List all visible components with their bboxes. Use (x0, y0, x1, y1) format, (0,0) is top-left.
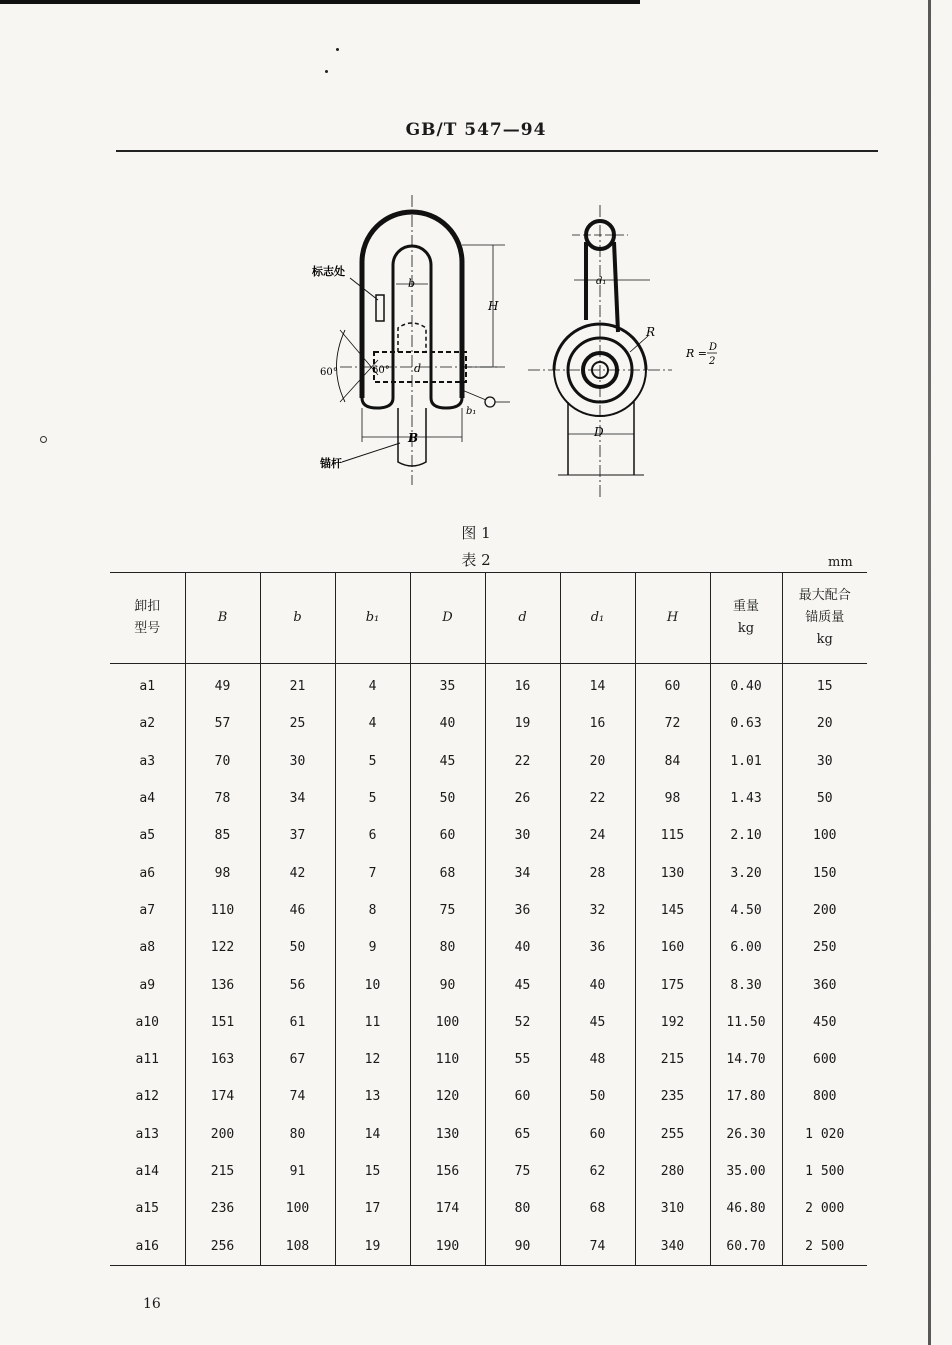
cell-d: 65 (485, 1116, 560, 1153)
cell-H: 72 (635, 705, 710, 742)
cell-H: 235 (635, 1078, 710, 1115)
col-b1: b₁ (335, 573, 410, 664)
table-row (110, 1153, 867, 1190)
cell-d1: 60 (560, 1116, 635, 1153)
scan-speck (336, 48, 339, 51)
pin-end-circle (485, 397, 495, 407)
cell-B: 78 (185, 780, 260, 817)
cell-b: 56 (260, 966, 335, 1003)
cell-D: 80 (410, 929, 485, 966)
cell-d: 45 (485, 966, 560, 1003)
cell-weight: 1.01 (710, 743, 782, 780)
cell-b1: 4 (335, 664, 410, 706)
cell-b: 74 (260, 1078, 335, 1115)
table-row (110, 1190, 867, 1227)
cell-H: 215 (635, 1041, 710, 1078)
shackle-drawing (300, 180, 740, 510)
cell-d1: 24 (560, 817, 635, 854)
cell-weight: 1.43 (710, 780, 782, 817)
header-rule (116, 150, 878, 152)
cell-H: 130 (635, 854, 710, 891)
cell-anchor-mass: 100 (782, 817, 867, 854)
cell-b: 50 (260, 929, 335, 966)
cell-d: 80 (485, 1190, 560, 1227)
cell-b: 46 (260, 892, 335, 929)
table-row (110, 1041, 867, 1078)
label-mark-location: 标志处 (312, 265, 345, 278)
cell-anchor-mass: 800 (782, 1078, 867, 1115)
cell-d: 90 (485, 1227, 560, 1265)
cell-weight: 35.00 (710, 1153, 782, 1190)
label-H: H (488, 299, 499, 313)
cell-d: 16 (485, 664, 560, 706)
cell-b: 61 (260, 1004, 335, 1041)
cell-d: 52 (485, 1004, 560, 1041)
side-view-right-bar (614, 242, 618, 332)
label-R-formula-num: D (709, 342, 718, 353)
cell-weight: 17.80 (710, 1078, 782, 1115)
cell-D: 45 (410, 743, 485, 780)
cell-anchor-mass: 250 (782, 929, 867, 966)
cell-D: 100 (410, 1004, 485, 1041)
cell-D: 110 (410, 1041, 485, 1078)
table-row (110, 1116, 867, 1153)
table-row (110, 892, 867, 929)
cell-anchor-mass: 50 (782, 780, 867, 817)
cell-d1: 45 (560, 1004, 635, 1041)
label-B: B (408, 431, 419, 445)
cell-anchor-mass: 450 (782, 1004, 867, 1041)
cell-d1: 20 (560, 743, 635, 780)
cell-weight: 0.63 (710, 705, 782, 742)
cell-d: 40 (485, 929, 560, 966)
cell-H: 60 (635, 664, 710, 706)
col-anchor-mass: 最大配合 锚质量 kg (782, 573, 867, 664)
cell-B: 236 (185, 1190, 260, 1227)
col-D: D (410, 573, 485, 664)
cell-model: a16 (110, 1227, 185, 1265)
cell-anchor-mass: 2 000 (782, 1190, 867, 1227)
col-model: 卸扣 型号 (110, 573, 185, 664)
cell-b1: 15 (335, 1153, 410, 1190)
cell-b1: 12 (335, 1041, 410, 1078)
table-row (110, 1004, 867, 1041)
cell-model: a8 (139, 940, 156, 956)
col-d: d (485, 573, 560, 664)
cell-anchor-mass: 600 (782, 1041, 867, 1078)
cell-D: 130 (410, 1116, 485, 1153)
cell-b: 21 (260, 664, 335, 706)
cell-d1: 14 (560, 664, 635, 706)
cell-model: a1 (139, 679, 156, 695)
cell-d1: 36 (560, 929, 635, 966)
label-R-formula: R = (686, 347, 707, 360)
cell-weight: 11.50 (710, 1004, 782, 1041)
cell-B: 85 (185, 817, 260, 854)
cell-model: a4 (139, 791, 156, 807)
label-angle-inner: 60° (372, 365, 390, 376)
cell-model: a2 (139, 716, 156, 732)
figure-caption: 图 1 (461, 524, 491, 542)
shackle-bottom-right (431, 398, 462, 408)
cell-d: 30 (485, 817, 560, 854)
cell-D: 40 (410, 705, 485, 742)
cell-B: 70 (185, 743, 260, 780)
cell-d1: 22 (560, 780, 635, 817)
cell-d1: 74 (560, 1227, 635, 1265)
cell-B: 174 (185, 1078, 260, 1115)
cell-d1: 32 (560, 892, 635, 929)
cell-b1: 13 (335, 1078, 410, 1115)
cell-b: 42 (260, 854, 335, 891)
cell-anchor-mass: 200 (782, 892, 867, 929)
cell-b: 34 (260, 780, 335, 817)
cell-D: 35 (410, 664, 485, 706)
label-b: b (408, 277, 416, 290)
table-header-row (110, 573, 867, 664)
table-row (110, 705, 867, 742)
cell-model: a12 (135, 1089, 159, 1105)
cell-b1: 5 (335, 743, 410, 780)
cell-B: 215 (185, 1153, 260, 1190)
cell-H: 145 (635, 892, 710, 929)
cell-B: 57 (185, 705, 260, 742)
cell-weight: 2.10 (710, 817, 782, 854)
scan-speck (40, 436, 47, 443)
table-row (110, 929, 867, 966)
cell-d: 36 (485, 892, 560, 929)
table-unit: mm (828, 555, 853, 570)
cell-model: a6 (139, 865, 156, 881)
cell-d1: 48 (560, 1041, 635, 1078)
cell-H: 84 (635, 743, 710, 780)
cell-anchor-mass: 1 020 (782, 1116, 867, 1153)
leader-shank (342, 443, 400, 462)
cell-B: 49 (185, 664, 260, 706)
col-weight: 重量 kg (710, 573, 782, 664)
table-row (110, 1078, 867, 1115)
cell-d1: 16 (560, 705, 635, 742)
table-row (110, 664, 867, 706)
shackle-spec-table (110, 572, 867, 1266)
cell-model: a14 (135, 1164, 159, 1179)
label-b1: b₁ (466, 406, 477, 417)
cell-weight: 6.00 (710, 929, 782, 966)
table-row (110, 743, 867, 780)
cell-model: a5 (139, 828, 156, 844)
cell-anchor-mass: 20 (782, 705, 867, 742)
cell-b: 25 (260, 705, 335, 742)
cell-D: 50 (410, 780, 485, 817)
cell-B: 136 (185, 966, 260, 1003)
cell-D: 174 (410, 1190, 485, 1227)
cell-B: 256 (185, 1227, 260, 1265)
label-d: d (414, 362, 422, 375)
cell-b1: 14 (335, 1116, 410, 1153)
cell-d: 19 (485, 705, 560, 742)
table-caption: 表 2 (461, 551, 491, 569)
scan-edge-right (928, 0, 931, 1345)
cell-D: 90 (410, 966, 485, 1003)
cell-H: 98 (635, 780, 710, 817)
cell-b: 108 (260, 1227, 335, 1265)
table-row (110, 966, 867, 1003)
cell-d1: 68 (560, 1190, 635, 1227)
cell-model: a10 (135, 1014, 159, 1030)
table-body (110, 664, 867, 1266)
cell-b1: 7 (335, 854, 410, 891)
cell-anchor-mass: 2 500 (782, 1227, 867, 1265)
scan-edge-top (0, 0, 640, 4)
angle-arc-outer (337, 330, 346, 402)
cell-B: 110 (185, 892, 260, 929)
cell-anchor-mass: 1 500 (782, 1153, 867, 1190)
label-angle-outer: 60° (320, 367, 338, 378)
cell-H: 310 (635, 1190, 710, 1227)
cell-d1: 50 (560, 1078, 635, 1115)
cell-model: a15 (135, 1201, 159, 1217)
cell-H: 192 (635, 1004, 710, 1041)
table-row (110, 1227, 867, 1265)
cell-b: 67 (260, 1041, 335, 1078)
table-row (110, 817, 867, 854)
cell-model: a9 (139, 977, 156, 993)
cell-B: 163 (185, 1041, 260, 1078)
pin-end-leader (462, 390, 486, 400)
cell-D: 190 (410, 1227, 485, 1265)
cell-weight: 46.80 (710, 1190, 782, 1227)
table-row (110, 854, 867, 891)
cell-d: 22 (485, 743, 560, 780)
cell-B: 151 (185, 1004, 260, 1041)
cell-d1: 62 (560, 1153, 635, 1190)
shackle-bottom-left (362, 398, 393, 408)
cell-d: 34 (485, 854, 560, 891)
standard-code: GB/T 547—94 (405, 120, 547, 140)
cell-weight: 26.30 (710, 1116, 782, 1153)
col-d1: d₁ (560, 573, 635, 664)
cell-b: 100 (260, 1190, 335, 1227)
cell-anchor-mass: 360 (782, 966, 867, 1003)
scan-speck (325, 70, 328, 73)
cell-weight: 3.20 (710, 854, 782, 891)
label-anchor-shank: 锚杆 (320, 457, 342, 470)
cell-b1: 10 (335, 966, 410, 1003)
cell-d: 55 (485, 1041, 560, 1078)
cell-D: 68 (410, 854, 485, 891)
cell-H: 175 (635, 966, 710, 1003)
cell-d: 60 (485, 1078, 560, 1115)
label-D: D (594, 425, 604, 439)
cell-model: a3 (139, 753, 156, 769)
cell-b: 80 (260, 1116, 335, 1153)
label-d1: d₁ (596, 276, 607, 287)
cell-H: 115 (635, 817, 710, 854)
cell-weight: 4.50 (710, 892, 782, 929)
cell-b1: 4 (335, 705, 410, 742)
cell-anchor-mass: 15 (782, 664, 867, 706)
col-b: b (260, 573, 335, 664)
cell-b1: 19 (335, 1227, 410, 1265)
cell-b1: 17 (335, 1190, 410, 1227)
cell-B: 122 (185, 929, 260, 966)
cell-D: 120 (410, 1078, 485, 1115)
cell-d1: 40 (560, 966, 635, 1003)
cell-anchor-mass: 30 (782, 743, 867, 780)
cell-d: 75 (485, 1153, 560, 1190)
cell-D: 156 (410, 1153, 485, 1190)
cell-b: 91 (260, 1153, 335, 1190)
cell-b1: 5 (335, 780, 410, 817)
cell-d1: 28 (560, 854, 635, 891)
cell-model: a7 (139, 902, 156, 918)
cell-b1: 9 (335, 929, 410, 966)
label-R-formula-den: 2 (709, 356, 716, 367)
table-row (110, 780, 867, 817)
cell-b1: 6 (335, 817, 410, 854)
cell-model: a11 (135, 1052, 159, 1068)
cell-D: 60 (410, 817, 485, 854)
cell-b: 37 (260, 817, 335, 854)
page-number: 16 (143, 1296, 161, 1312)
cell-weight: 60.70 (710, 1227, 782, 1265)
cell-model: a13 (135, 1126, 159, 1142)
col-B: B (185, 573, 260, 664)
cell-H: 160 (635, 929, 710, 966)
cell-B: 98 (185, 854, 260, 891)
cell-H: 280 (635, 1153, 710, 1190)
cell-H: 340 (635, 1227, 710, 1265)
cell-D: 75 (410, 892, 485, 929)
label-R: R (646, 325, 656, 339)
cell-b1: 8 (335, 892, 410, 929)
cell-weight: 0.40 (710, 664, 782, 706)
cell-b1: 11 (335, 1004, 410, 1041)
col-H: H (635, 573, 710, 664)
cell-weight: 8.30 (710, 966, 782, 1003)
cell-anchor-mass: 150 (782, 854, 867, 891)
cell-weight: 14.70 (710, 1041, 782, 1078)
cell-H: 255 (635, 1116, 710, 1153)
cell-b: 30 (260, 743, 335, 780)
cell-d: 26 (485, 780, 560, 817)
cell-B: 200 (185, 1116, 260, 1153)
